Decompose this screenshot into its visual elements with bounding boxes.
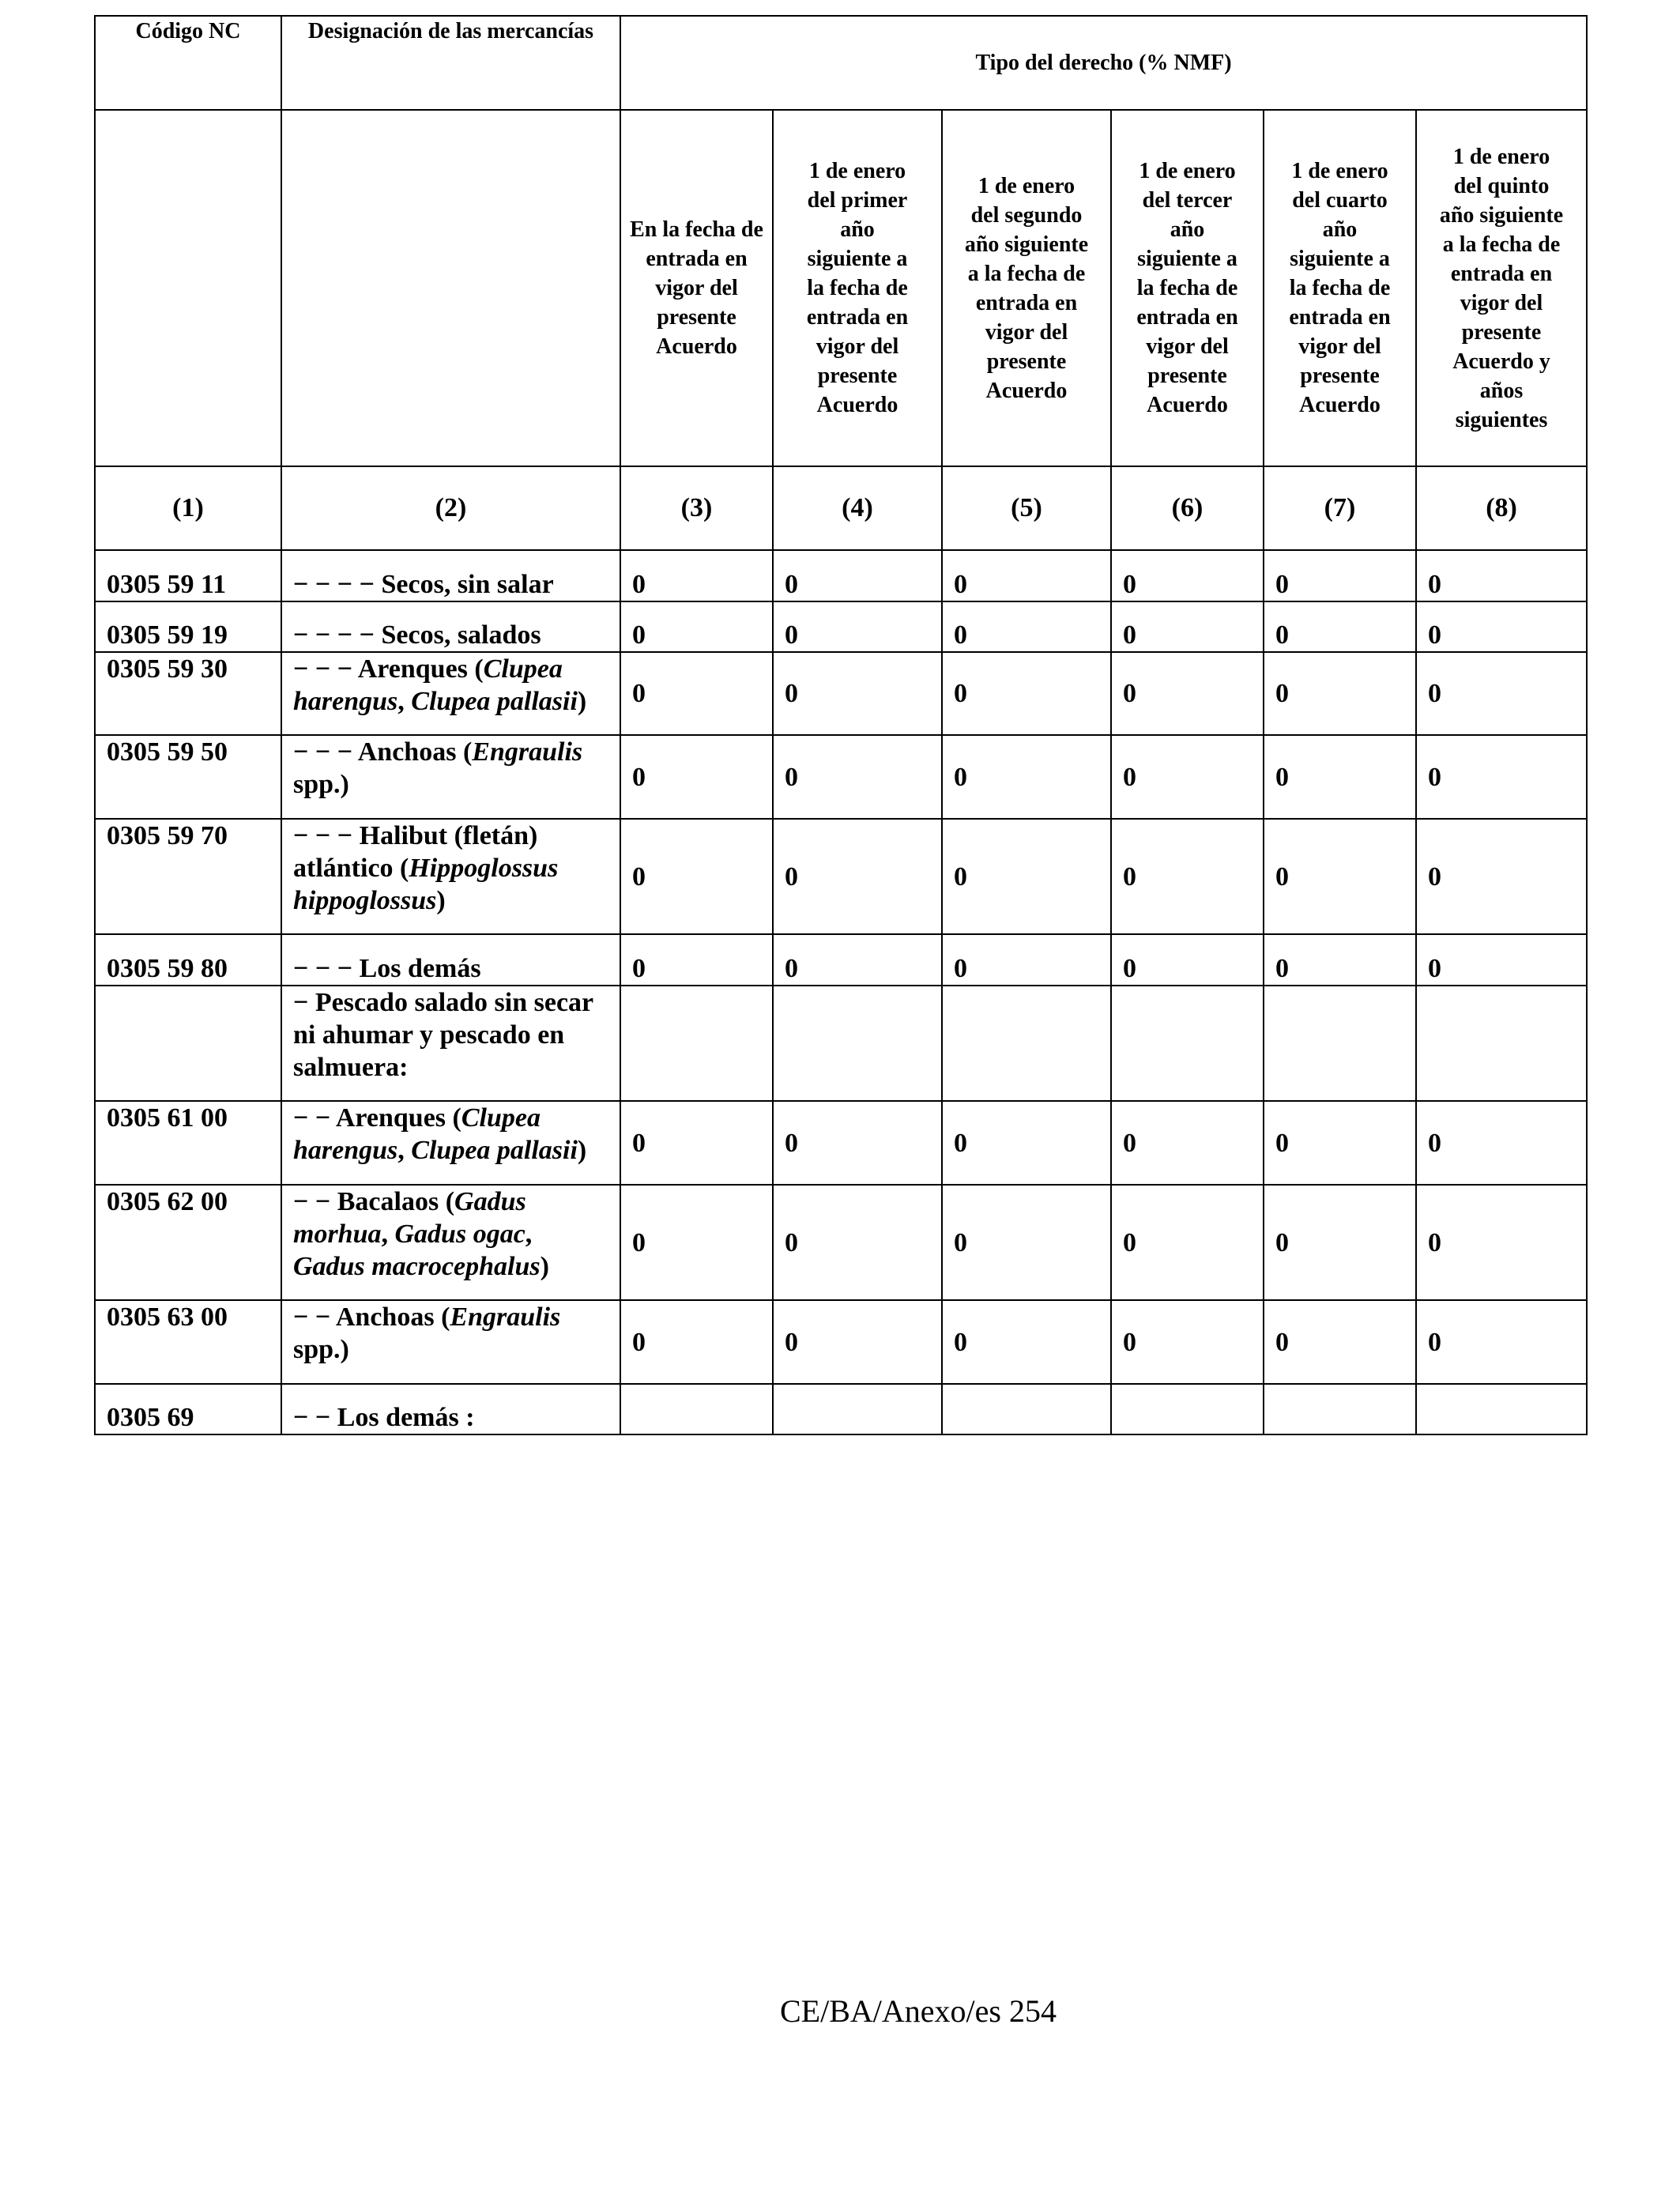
duty-rate-cell: 0 — [773, 1185, 942, 1300]
nc-code-cell: 0305 62 00 — [95, 1185, 281, 1300]
species-name: Gadus ogac — [394, 1220, 525, 1249]
duty-rate-cell: 0 — [620, 735, 773, 819]
duty-rate-cell: 0 — [942, 735, 1111, 819]
description-cell — [281, 1300, 620, 1384]
header-row-main — [95, 16, 1587, 110]
header-stage-5: 1 de enero del cuarto año siguiente a la fecha de entrada en vigor del presente Acuerdo — [1264, 110, 1416, 466]
duty-rate-cell — [1264, 986, 1416, 1101]
header-stage-4: 1 de enero del tercer año siguiente a la fecha de entrada en vigor del presente Acuerdo — [1111, 110, 1264, 466]
duty-rate-cell: 0 — [942, 819, 1111, 934]
nc-code-cell: 0305 59 19 — [95, 601, 281, 652]
duty-rate-cell: 0 — [1264, 652, 1416, 735]
description-text: , — [397, 1136, 412, 1165]
nc-code-cell: 0305 59 80 — [95, 934, 281, 986]
footer-reference: CE/BA/Anexo/es 254 — [780, 1993, 1057, 2029]
duty-rate-cell: 0 — [942, 1101, 1111, 1185]
description-text: − − − Los demás — [293, 954, 481, 983]
description-cell — [281, 550, 620, 601]
description-cell — [281, 986, 620, 1101]
duty-rate-cell: 0 — [1416, 601, 1587, 652]
column-number: (1) — [95, 466, 281, 550]
nc-code-cell: 0305 69 — [95, 1384, 281, 1434]
description-text: , — [525, 1220, 533, 1249]
nc-code-cell: 0305 59 50 — [95, 735, 281, 819]
column-number: (4) — [773, 466, 942, 550]
nc-code-cell: 0305 59 11 — [95, 550, 281, 601]
duty-rate-cell: 0 — [620, 550, 773, 601]
table-header — [95, 16, 1587, 550]
header-desc-blank — [281, 110, 620, 466]
duty-rate-cell: 0 — [942, 601, 1111, 652]
duty-rate-cell — [620, 1384, 773, 1434]
table-row — [95, 986, 1587, 1101]
duty-rate-cell: 0 — [1416, 550, 1587, 601]
duty-rate-cell: 0 — [1264, 1185, 1416, 1300]
table-row — [95, 1384, 1587, 1434]
duty-rate-cell — [1416, 986, 1587, 1101]
table-row — [95, 550, 1587, 601]
duty-rate-cell: 0 — [1111, 550, 1264, 601]
duty-rate-cell: 0 — [1264, 819, 1416, 934]
column-number: (8) — [1416, 466, 1587, 550]
duty-rate-cell: 0 — [1416, 934, 1587, 986]
description-text: ) — [540, 1252, 549, 1281]
description-cell — [281, 735, 620, 819]
species-name: Gadus morhua — [293, 1187, 526, 1249]
description-text: ) — [436, 886, 446, 915]
description-text: − − − Halibut (fletán) atlántico ( — [293, 821, 538, 883]
duty-rate-cell: 0 — [1416, 1185, 1587, 1300]
duty-rate-cell: 0 — [1111, 1101, 1264, 1185]
duty-rate-cell: 0 — [1264, 934, 1416, 986]
table-row — [95, 652, 1587, 735]
tariff-table — [94, 15, 1588, 1435]
duty-rate-cell: 0 — [1111, 934, 1264, 986]
table-row — [95, 1300, 1587, 1384]
description-cell — [281, 1384, 620, 1434]
column-number: (5) — [942, 466, 1111, 550]
column-number-row — [95, 466, 1587, 550]
duty-rate-cell: 0 — [620, 1185, 773, 1300]
duty-rate-cell: 0 — [1111, 1185, 1264, 1300]
header-stage-3: 1 de enero del segundo año siguiente a la fecha de entrada en vigor del presente Acuerdo — [942, 110, 1111, 466]
header-stage-6: 1 de enero del quinto año siguiente a la fecha de entrada en vigor del presente Acuerdo y años siguientes — [1416, 110, 1587, 466]
column-number: (3) — [620, 466, 773, 550]
species-name: Engraulis — [472, 737, 583, 767]
duty-rate-cell — [1111, 986, 1264, 1101]
duty-rate-cell: 0 — [1111, 1300, 1264, 1384]
duty-rate-cell: 0 — [1111, 819, 1264, 934]
duty-rate-cell — [773, 1384, 942, 1434]
duty-rate-cell: 0 — [1264, 1300, 1416, 1384]
duty-rate-cell: 0 — [1111, 601, 1264, 652]
description-text: − − − − Secos, sin salar — [293, 570, 554, 599]
description-text: − − Los demás : — [293, 1403, 475, 1432]
duty-rate-cell — [1111, 1384, 1264, 1434]
description-cell — [281, 601, 620, 652]
description-cell — [281, 652, 620, 735]
description-text: spp.) — [293, 770, 349, 799]
duty-rate-cell — [942, 986, 1111, 1101]
header-code: Código NC — [95, 16, 281, 110]
description-text: , — [397, 687, 412, 716]
description-text: − − Bacalaos ( — [293, 1187, 455, 1216]
description-text: − − Anchoas ( — [293, 1302, 450, 1332]
column-number: (6) — [1111, 466, 1264, 550]
duty-rate-cell: 0 — [1416, 1101, 1587, 1185]
description-text: − − − Arenques ( — [293, 654, 484, 684]
species-name: Clupea harengus — [293, 1103, 541, 1165]
duty-rate-cell: 0 — [773, 652, 942, 735]
header-description: Designación de las mercancías — [281, 16, 620, 110]
species-name: Clupea pallasii — [411, 1136, 578, 1165]
header-rate-type: Tipo del derecho (% NMF) — [620, 16, 1587, 110]
species-name: Engraulis — [450, 1302, 561, 1332]
duty-rate-cell: 0 — [942, 652, 1111, 735]
table-row — [95, 1101, 1587, 1185]
table-row — [95, 1185, 1587, 1300]
description-text: − − − − Secos, salados — [293, 620, 541, 650]
duty-rate-cell: 0 — [942, 550, 1111, 601]
column-number: (7) — [1264, 466, 1416, 550]
duty-rate-cell: 0 — [773, 1300, 942, 1384]
duty-rate-cell: 0 — [1111, 735, 1264, 819]
description-text: − − − Anchoas ( — [293, 737, 473, 767]
duty-rate-cell: 0 — [773, 934, 942, 986]
nc-code-cell — [95, 986, 281, 1101]
nc-code-cell: 0305 63 00 — [95, 1300, 281, 1384]
nc-code-cell: 0305 59 70 — [95, 819, 281, 934]
duty-rate-cell: 0 — [1416, 652, 1587, 735]
duty-rate-cell: 0 — [1416, 819, 1587, 934]
duty-rate-cell — [773, 986, 942, 1101]
description-text: − Pescado salado sin secar ni ahumar y pescado en salmuera: — [293, 988, 593, 1082]
duty-rate-cell: 0 — [942, 934, 1111, 986]
duty-rate-cell: 0 — [620, 652, 773, 735]
duty-rate-cell: 0 — [1264, 550, 1416, 601]
table-row — [95, 934, 1587, 986]
duty-rate-cell — [1264, 1384, 1416, 1434]
duty-rate-cell — [620, 986, 773, 1101]
description-cell — [281, 819, 620, 934]
table-row — [95, 735, 1587, 819]
header-row-stages — [95, 110, 1587, 466]
duty-rate-cell — [942, 1384, 1111, 1434]
duty-rate-cell: 0 — [773, 735, 942, 819]
duty-rate-cell: 0 — [773, 550, 942, 601]
duty-rate-cell: 0 — [942, 1300, 1111, 1384]
column-number: (2) — [281, 466, 620, 550]
header-stage-1: En la fecha de entrada en vigor del presente Acuerdo — [620, 110, 773, 466]
species-name: Hippoglossus hippoglossus — [293, 854, 559, 915]
duty-rate-cell: 0 — [1416, 1300, 1587, 1384]
page-footer — [0, 1992, 1680, 2030]
nc-code-cell: 0305 59 30 — [95, 652, 281, 735]
duty-rate-cell: 0 — [773, 1101, 942, 1185]
duty-rate-cell: 0 — [773, 601, 942, 652]
duty-rate-cell: 0 — [942, 1185, 1111, 1300]
description-text: − − Arenques ( — [293, 1103, 461, 1133]
duty-rate-cell: 0 — [1416, 735, 1587, 819]
duty-rate-cell: 0 — [620, 1101, 773, 1185]
duty-rate-cell — [1416, 1384, 1587, 1434]
duty-rate-cell: 0 — [1264, 601, 1416, 652]
duty-rate-cell: 0 — [620, 1300, 773, 1384]
table-row — [95, 601, 1587, 652]
duty-rate-cell: 0 — [620, 934, 773, 986]
duty-rate-cell: 0 — [620, 601, 773, 652]
species-name: Clupea pallasii — [411, 687, 578, 716]
nc-code-cell: 0305 61 00 — [95, 1101, 281, 1185]
description-text: ) — [577, 687, 587, 716]
description-cell — [281, 934, 620, 986]
table-body — [95, 550, 1587, 1434]
description-text: ) — [577, 1136, 587, 1165]
header-code-blank — [95, 110, 281, 466]
description-text: , — [381, 1220, 395, 1249]
duty-rate-cell: 0 — [1111, 652, 1264, 735]
duty-rate-cell: 0 — [1264, 735, 1416, 819]
duty-rate-cell: 0 — [1264, 1101, 1416, 1185]
description-cell — [281, 1101, 620, 1185]
table-row — [95, 819, 1587, 934]
description-cell — [281, 1185, 620, 1300]
duty-rate-cell: 0 — [773, 819, 942, 934]
species-name: Gadus macrocephalus — [293, 1252, 541, 1281]
header-stage-2: 1 de enero del primer año siguiente a la fecha de entrada en vigor del presente Acuerdo — [773, 110, 942, 466]
species-name: Clupea harengus — [293, 654, 563, 716]
description-text: spp.) — [293, 1335, 349, 1364]
duty-rate-cell: 0 — [620, 819, 773, 934]
